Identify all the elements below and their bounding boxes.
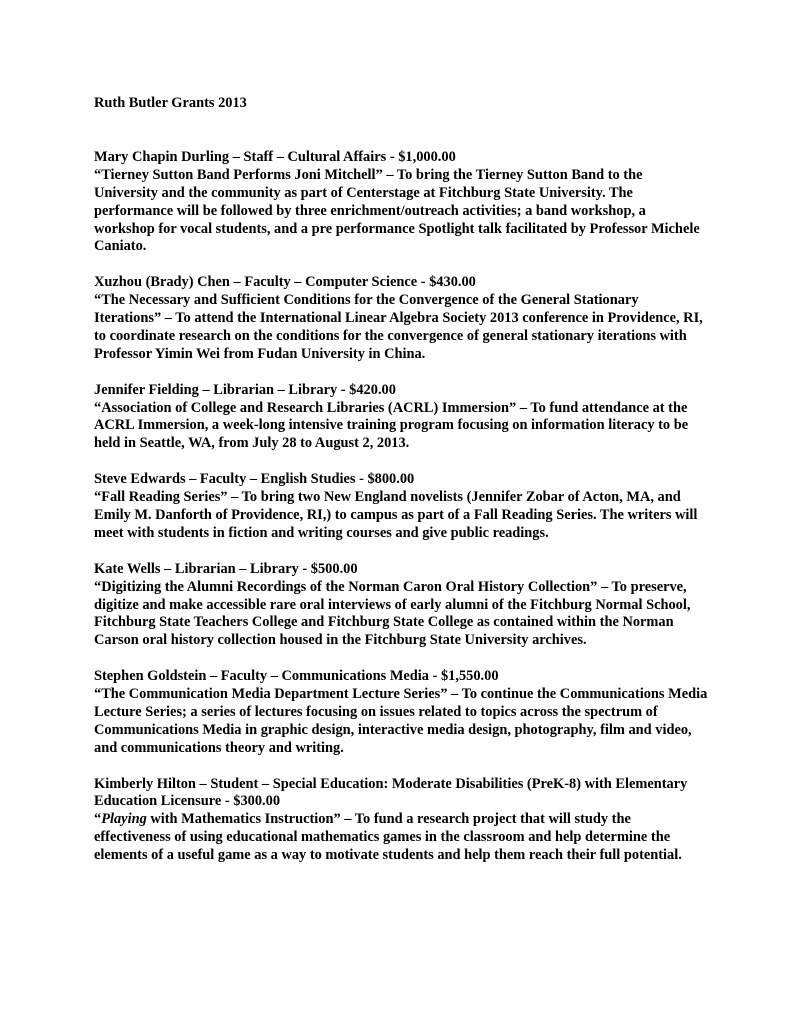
grant-heading: Mary Chapin Durling – Staff – Cultural Affairs - $1,000.00: [94, 148, 456, 165]
grant-description: “Association of College and Research Libraries (ACRL) Immersion” – To fund attendance at the ACRL Immersion, a week-long intensive training program focusing on information literacy to be held in Seattle, WA, from July 28 to August 2, 2013.: [94, 399, 689, 452]
document: [94, 95, 709, 883]
grant-description: “Tierney Sutton Band Performs Joni Mitchell” – To bring the Tierney Sutton Band to the University and the community as part of Centerstage at Fitchburg State University. The performance will be followed by three enrichment/outreach activities; a band workshop, a workshop for vocal students, and a pre performance Spotlight talk facilitated by Professor Michele Caniato.: [94, 166, 700, 255]
grant-description: “The Necessary and Sufficient Conditions for the Convergence of the General Stationary Iterations” – To attend the International Linear Algebra Society 2013 conference in Providence, RI, to coordinate research on the conditions for the convergence of general stationary iterations with Professor Yimin Wei from Fudan University in China.: [94, 292, 703, 362]
grant-description-rest: with Mathematics Instruction” – To fund a research project that will study the effectiveness of using educational mathematics games in the classroom and help determine the elements of a useful game as a way to motivate students and help them reach their full potential.: [94, 811, 682, 864]
grant-heading: Steve Edwards – Faculty – English Studies - $800.00: [94, 471, 415, 488]
grant-entry-chen: [94, 274, 709, 364]
grant-description: [94, 811, 709, 865]
grant-entry-fielding: [94, 382, 709, 454]
grant-entry-durling: [94, 149, 709, 256]
grant-description-open-quote: “: [94, 811, 102, 828]
grant-description: “The Communication Media Department Lecture Series” – To continue the Communications Media Lecture Series; a series of lectures focusing on issues related to topics across the spectrum of Communications Media in graphic design, interactive media design, photography, film and video, and communications theory and writing.: [94, 686, 708, 756]
grant-heading: Xuzhou (Brady) Chen – Faculty – Computer Science - $430.00: [94, 274, 476, 291]
grant-description: “Digitizing the Alumni Recordings of the Norman Caron Oral History Collection” – To preserve, digitize and make accessible rare oral interviews of early alumni of the Fitchburg Normal School, Fitchburg State Teachers College and Fitchburg State College as contained within the Norman Carson oral history collection housed in the Fitchburg State University archives.: [94, 578, 691, 649]
grant-entry-wells: [94, 561, 709, 651]
grant-heading: Stephen Goldstein – Faculty – Communications Media - $1,550.00: [94, 668, 499, 685]
grant-heading: Kate Wells – Librarian – Library - $500.00: [94, 560, 358, 577]
grant-description: “Fall Reading Series” – To bring two New England novelists (Jennifer Zobar of Acton, MA, and Emily M. Danforth of Providence, RI,) to campus as part of a Fall Reading Series. The writers will meet with students in fiction and writing courses and give public readings.: [94, 489, 698, 541]
grant-description-italic-word: Playing: [101, 811, 147, 828]
grant-entry-goldstein: [94, 668, 709, 758]
document-title: Ruth Butler Grants 2013: [94, 95, 247, 111]
grant-heading: Jennifer Fielding – Librarian – Library - $420.00: [94, 381, 396, 398]
grant-heading: Kimberly Hilton – Student – Special Education: Moderate Disabilities (PreK-8) with Elementary Education Licensure - $300.00: [94, 775, 688, 810]
grant-entry-hilton: [94, 776, 709, 866]
grant-entry-edwards: [94, 471, 709, 543]
